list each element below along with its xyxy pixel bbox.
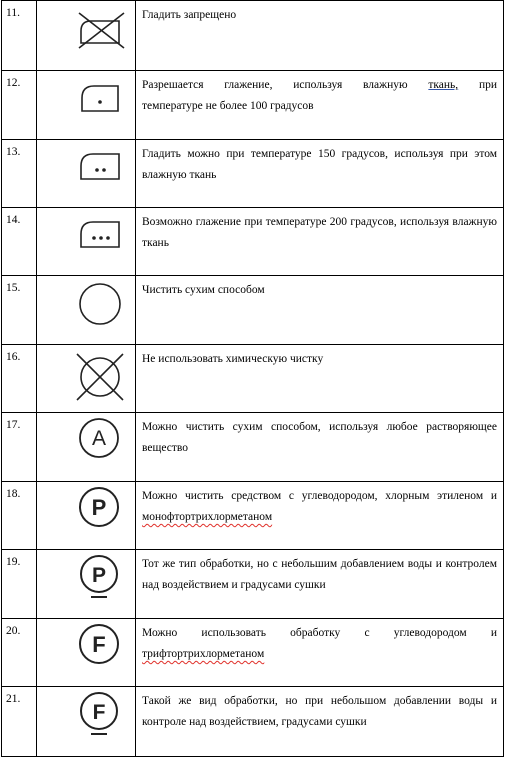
symbol-cell bbox=[37, 1, 136, 71]
iron-crossed-icon bbox=[37, 1, 135, 71]
description bbox=[136, 482, 504, 550]
description: Не использовать химическую чистку bbox=[136, 345, 504, 413]
description-part: при bbox=[458, 79, 498, 91]
description-part: Можно использовать обработку с углеводородом и bbox=[142, 627, 497, 639]
symbol-letter: A bbox=[91, 427, 107, 450]
table-row bbox=[2, 1, 504, 71]
row-number: 11. bbox=[2, 1, 37, 71]
care-symbols-table bbox=[1, 0, 504, 757]
iron-three-dots-icon bbox=[37, 208, 135, 276]
description bbox=[136, 619, 504, 687]
row-number: 17. bbox=[2, 413, 37, 482]
symbol-cell bbox=[37, 208, 136, 276]
row-number: 21. bbox=[2, 687, 37, 757]
table-row bbox=[2, 208, 504, 276]
description-part: Разрешается глажение, используя влажную bbox=[142, 79, 429, 91]
symbol-cell bbox=[37, 276, 136, 345]
circle-icon bbox=[37, 276, 135, 345]
symbol-cell bbox=[37, 345, 136, 413]
row-number: 12. bbox=[2, 71, 37, 140]
symbol-letter: F bbox=[92, 632, 106, 657]
row-number: 13. bbox=[2, 140, 37, 208]
row-number: 20. bbox=[2, 619, 37, 687]
symbol-cell bbox=[37, 71, 136, 140]
iron-one-dot-icon bbox=[37, 71, 135, 140]
description-part: монофтортрихлорметаном bbox=[142, 511, 273, 523]
description: Такой же вид обработки, но при небольшом добавлении воды и контроле над воздействием, градусами сушки bbox=[136, 687, 504, 757]
row-number: 16. bbox=[2, 345, 37, 413]
row-number: 19. bbox=[2, 550, 37, 619]
symbol-letter: F bbox=[92, 701, 106, 724]
table-row bbox=[2, 482, 504, 550]
symbol-cell bbox=[37, 413, 136, 482]
description: Можно чистить сухим способом, используя любое растворяющее вещество bbox=[136, 413, 504, 482]
table-row bbox=[2, 619, 504, 687]
row-number: 15. bbox=[2, 276, 37, 345]
circle-a-icon bbox=[37, 413, 135, 482]
circle-f-icon bbox=[37, 619, 135, 687]
underlined-word: ткань, bbox=[428, 79, 459, 91]
table-row bbox=[2, 276, 504, 345]
symbol-cell bbox=[37, 550, 136, 619]
symbol-cell bbox=[37, 140, 136, 208]
description: Гладить можно при температуре 150 градусов, используя при этом влажную ткань bbox=[136, 140, 504, 208]
table-row bbox=[2, 345, 504, 413]
circle-p-underlined-icon bbox=[37, 550, 135, 619]
table-row bbox=[2, 687, 504, 757]
iron-two-dots-icon bbox=[37, 140, 135, 208]
table-row bbox=[2, 71, 504, 140]
description-part: температуре не более 100 градусов bbox=[142, 100, 314, 112]
row-number: 14. bbox=[2, 208, 37, 276]
symbol-letter: P bbox=[91, 495, 107, 520]
description-part: Можно чистить средством с углеводородом, хлорным этиленом и bbox=[142, 490, 497, 502]
symbol-cell bbox=[37, 619, 136, 687]
circle-crossed-icon bbox=[37, 345, 135, 413]
description bbox=[136, 71, 504, 140]
circle-p-icon bbox=[37, 482, 135, 550]
symbol-cell bbox=[37, 482, 136, 550]
symbol-cell bbox=[37, 687, 136, 757]
circle-f-underlined-icon bbox=[37, 687, 135, 757]
description: Возможно глажение при температуре 200 градусов, используя влажную ткань bbox=[136, 208, 504, 276]
description: Чистить сухим способом bbox=[136, 276, 504, 345]
description-part: трифтортрихлорметаном bbox=[142, 648, 265, 660]
table-row bbox=[2, 140, 504, 208]
description: Гладить запрещено bbox=[136, 1, 504, 71]
description: Тот же тип обработки, но с небольшим добавлением воды и контролем над воздействием и градусами сушки bbox=[136, 550, 504, 619]
row-number: 18. bbox=[2, 482, 37, 550]
table-row bbox=[2, 550, 504, 619]
table-row bbox=[2, 413, 504, 482]
symbol-letter: P bbox=[91, 564, 107, 587]
